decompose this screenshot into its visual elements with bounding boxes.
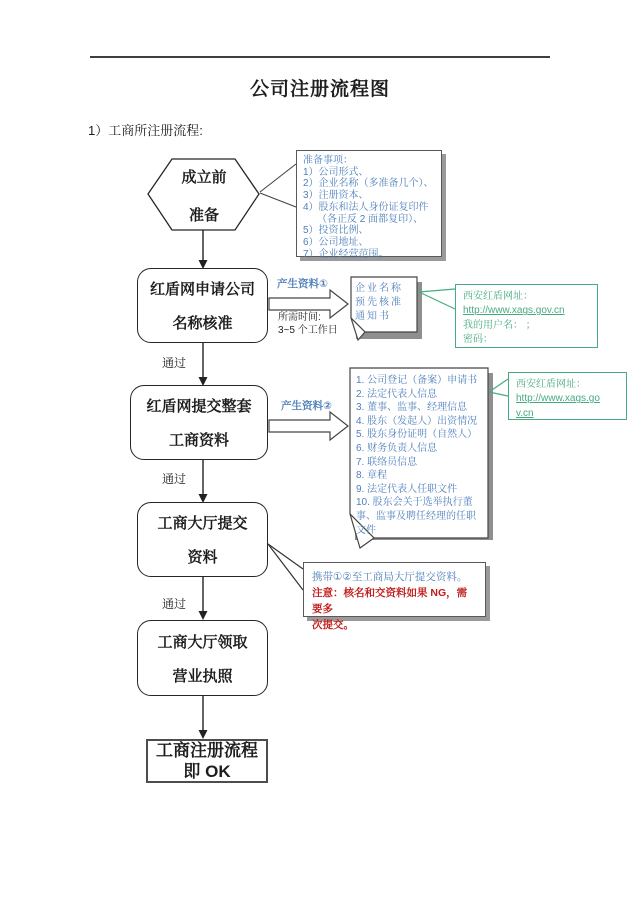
- prep-callout-box: [296, 150, 442, 260]
- username-line: 我的用户名： ；: [463, 319, 536, 331]
- prep-line: 4）股东和法人身份证复印件: [303, 201, 429, 213]
- step-line: 营业执照: [172, 667, 233, 685]
- step-line: 红盾网提交整套: [146, 398, 252, 415]
- prep-line: 2）企业名称（多准备几个）、: [303, 178, 434, 190]
- step-name-approval: [137, 268, 268, 343]
- prep-line: 7）企业经营范围。: [303, 248, 389, 260]
- time-line2: 3~5 个工作日: [278, 325, 338, 336]
- doc2-line: 事、监事及聘任经理的任职: [356, 510, 476, 522]
- note-warning-line2: 次提交。: [312, 619, 354, 631]
- page-title: 公司注册流程图: [249, 79, 390, 100]
- note-carry-line: 携带①②至工商局大厅提交资料。: [312, 571, 468, 583]
- step-submit-set: [130, 385, 268, 460]
- prep-line: 准备事项：: [303, 155, 353, 166]
- doc2-line: 9. 法定代表人任职文件: [356, 483, 458, 495]
- doc2-line: 4. 股东（发起人）出资情况: [356, 415, 478, 427]
- time-line1: 所需时间:: [278, 312, 321, 323]
- doc2-line: 7. 联络员信息: [356, 456, 418, 468]
- step-hall-submit: [137, 502, 268, 577]
- step-line: 工商注册流程: [156, 740, 258, 760]
- website-title: 西安红盾网址：: [516, 379, 586, 390]
- step-line: 即 OK: [183, 761, 231, 781]
- start-hexagon-line1: 成立前: [181, 169, 227, 186]
- doc2-line: 3. 董事、监事、经理信息: [356, 402, 468, 414]
- step-line: 资料: [187, 549, 218, 566]
- doc2-line: 5. 股东身份证明（自然人）: [356, 429, 478, 441]
- prep-line: 6）公司地址、: [303, 236, 369, 248]
- website-url-link[interactable]: http://www.xags.gov.cn: [463, 305, 565, 317]
- step-line: 红盾网申请公司: [149, 281, 255, 298]
- step-line: 工商资料: [168, 432, 229, 449]
- pass-label-3: 通过: [162, 597, 187, 611]
- note-callout-box: [303, 562, 486, 631]
- note-warning-line1: 注意：核名和交资料如果 NG，需要多: [312, 587, 468, 615]
- section-heading: 1）工商所注册流程:: [88, 123, 203, 138]
- pass-label-2: 通过: [162, 472, 187, 486]
- doc2-line: 8. 章程: [356, 470, 388, 482]
- website-info-box-1: [455, 284, 598, 348]
- produce-material-2-label: 产生资料②: [281, 400, 332, 412]
- doc2-line: 6. 财务负责人信息: [356, 442, 438, 454]
- prep-line: 5）投资比例、: [303, 225, 369, 237]
- password-line: 密码：: [463, 333, 493, 345]
- doc1-label: [355, 282, 417, 324]
- prep-line: 3）注册资本、: [303, 190, 369, 202]
- website-url-link[interactable]: v.cn: [516, 407, 534, 419]
- step-hall-license: [137, 620, 268, 696]
- prep-line: 1）公司形式、: [303, 166, 369, 178]
- pass-label-1: 通过: [162, 356, 187, 370]
- doc2-line: 文件: [356, 524, 376, 536]
- time-needed-label: [278, 311, 338, 337]
- produce-material-1-label: 产生资料①: [277, 278, 328, 290]
- website-title: 西安红盾网址：: [463, 291, 533, 302]
- step-done: [146, 739, 268, 783]
- step-line: 名称核准: [172, 315, 233, 332]
- doc2-line: 2. 法定代表人信息: [356, 388, 438, 400]
- top-rule: [90, 56, 550, 58]
- doc1-line: 预先核准: [355, 297, 403, 308]
- doc1-line: 通知书: [355, 311, 391, 322]
- doc1-line: 企业名称: [355, 283, 403, 294]
- doc2-line: 1. 公司登记（备案）申请书: [356, 375, 478, 386]
- website-url-link[interactable]: http://www.xags.go: [516, 393, 600, 405]
- prep-line: （各正反 2 面都复印）、: [317, 213, 424, 225]
- step-line: 工商大厅领取: [157, 633, 248, 651]
- start-hexagon-label: [150, 166, 258, 225]
- website-info-box-2: [508, 372, 627, 420]
- doc2-line: 10. 股东会关于选举执行董: [356, 497, 473, 509]
- start-hexagon-line2: 准备: [188, 207, 219, 224]
- doc2-list: [356, 374, 484, 537]
- step-line: 工商大厅提交: [157, 515, 248, 532]
